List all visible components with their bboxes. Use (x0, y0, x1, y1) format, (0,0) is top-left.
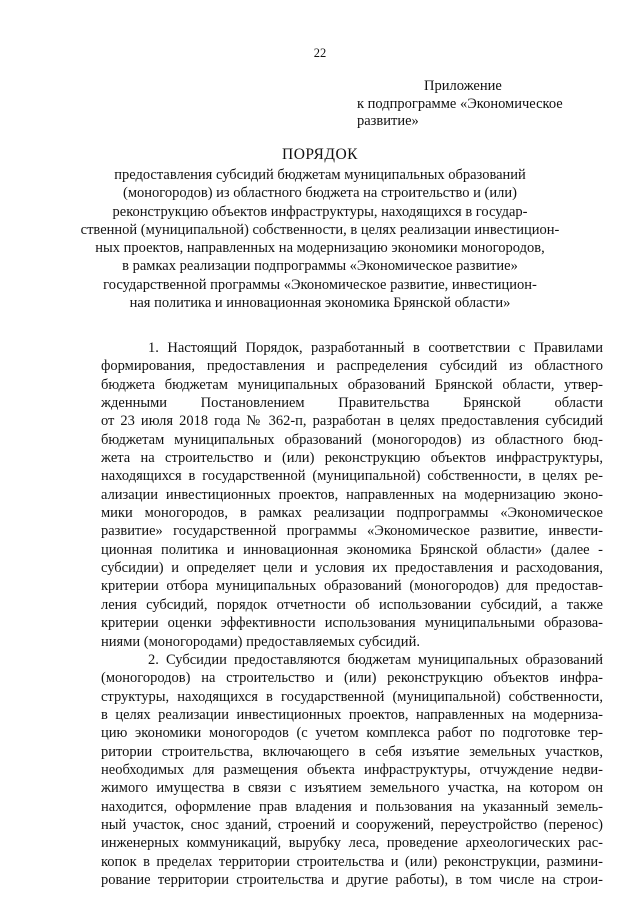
body-line: жимого имущества в связи с изъятием земельного участка, на котором он (101, 780, 603, 797)
document-title: ПОРЯДОК (282, 146, 358, 163)
body-line: бюджета бюджетам муниципальных образований Брянской области, утвер- (101, 376, 603, 393)
subtitle-line: ная политика и инновационная экономика Брянской области» (129, 295, 511, 312)
body-line: необходимых для размещения объекта инфраструктуры, отчуждение недви- (101, 761, 603, 778)
body-line: ционная политика и инновационная экономика Брянской области» (далее - (101, 541, 603, 558)
appendix-line: Приложение (424, 78, 502, 94)
page-number: 22 (313, 46, 327, 60)
document-subtitle (40, 166, 600, 312)
body-line: в целях реализации инвестиционных проектов, направленных на модерниза- (101, 706, 603, 723)
body-line: от 23 июля 2018 года № 362-п, разработан в целях предоставления субсидий (101, 413, 603, 430)
subtitle-line: реконструкцию объектов инфраструктуры, находящихся в государ- (112, 203, 528, 220)
body-line: 2. Субсидии предоставляются бюджетам муниципальных образований (148, 651, 603, 668)
body-line: структуры, находящихся в государственной (муниципальной) собственности, (101, 688, 603, 705)
body-line: (моногородов) на строительство и (или) реконструкцию объектов инфра- (101, 670, 603, 687)
body-line: цию экономики моногородов (с учетом комплекса работ по подготовке тер- (101, 725, 603, 742)
subtitle-line: государственной программы «Экономическое развитие, инвестицион- (103, 276, 537, 293)
body-line: находится, оформление прав владения и пользования на указанный земель- (101, 798, 603, 815)
appendix-note (357, 78, 563, 131)
subtitle-line: предоставления субсидий бюджетам муниципальных образований (114, 167, 526, 183)
subtitle-line: в рамках реализации подпрограммы «Экономическое развитие» (122, 258, 518, 275)
document-body (101, 339, 603, 889)
body-line: жета на строительство и (или) реконструкцию объектов инфраструктуры, (101, 450, 603, 467)
body-line: ный участок, снос зданий, строений и сооружений, переустройство (перенос) (101, 816, 603, 833)
body-line: субсидии) и определяет цели и условия их предоставления и расходования, (101, 560, 603, 577)
body-line: критерии отбора муниципальных образований (моногородов) для предостав- (101, 578, 603, 595)
body-line: формирования, предоставления и распределения субсидий из областного (101, 358, 603, 375)
body-line: ления субсидий, порядок отчетности об использовании субсидий, а также (101, 596, 603, 613)
body-line: рование территории строительства и другие работы), в том числе на строи- (101, 871, 603, 888)
body-line: ализации инвестиционных проектов, направленных на модернизацию эконо- (101, 486, 603, 503)
body-line: 1. Настоящий Порядок, разработанный в соответствии с Правилами (148, 340, 603, 356)
subtitle-line: ственной (муниципальной) собственности, в целях реализации инвестицион- (80, 221, 560, 238)
body-line: находящихся в государственной (муниципальной) собственности, в целях ре- (101, 468, 603, 485)
body-line: развитие» государственной программы «Экономическое развитие, инвести- (101, 523, 603, 540)
body-line: бюджетам муниципальных образований (моногородов) из областного бюд- (101, 431, 603, 448)
body-line: критерии оценки эффективности использования муниципальными образова- (101, 615, 603, 632)
body-line: ниями (моногородами) предоставляемых субсидий. (101, 633, 420, 650)
body-line: инженерных коммуникаций, вырубку леса, проведение археологических рас- (101, 835, 603, 852)
appendix-line: развитие» (357, 113, 419, 129)
body-line: ритории строительства, включающего в себя изъятие земельных участков, (101, 743, 603, 760)
body-line: мики моногородов, в рамках реализации подпрограммы «Экономическое (101, 505, 603, 522)
appendix-line: к подпрограмме «Экономическое (357, 95, 563, 112)
subtitle-line: ных проектов, направленных на модернизацию экономики моногородов, (95, 240, 545, 257)
subtitle-line: (моногородов) из областного бюджета на строительство и (или) (123, 185, 517, 202)
body-line: жденными Постановлением Правительства Брянской области (101, 395, 603, 412)
body-line: копок в пределах территории строительства и (или) реконструкции, размини- (101, 853, 603, 870)
